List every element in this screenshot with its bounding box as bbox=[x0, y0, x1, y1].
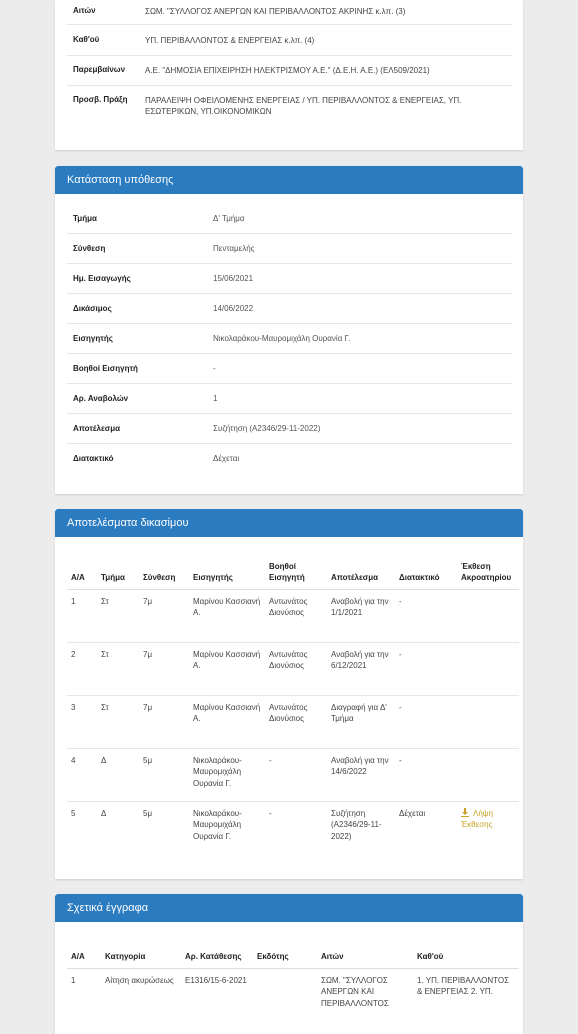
status-row bbox=[67, 414, 512, 444]
party-value: ΥΠ. ΠΕΡΙΒΑΛΛΟΝΤΟΣ & ΕΝΕΡΓΕΙΑΣ κ.λπ. (4) bbox=[145, 36, 315, 45]
status-value: Νικολαράκου-Μαυρομιχάλη Ουρανία Γ. bbox=[213, 334, 351, 343]
status-value: Δέχεται bbox=[213, 454, 240, 463]
cell-apotelesma: Συζήτηση (Α2346/29-11-2022) bbox=[331, 808, 382, 841]
cell-tmima: Δ bbox=[101, 755, 107, 765]
status-row bbox=[67, 264, 512, 294]
case-status-title: Κατάσταση υπόθεσης bbox=[55, 166, 523, 194]
cell-diataktiko: - bbox=[399, 755, 402, 765]
status-key: Βοηθοί Εισηγητή bbox=[73, 364, 138, 373]
col-synthesi: Σύνθεση bbox=[143, 572, 176, 582]
party-key: Προσβ. Πράξη bbox=[73, 95, 128, 104]
cell-apotelesma: Διαγραφή για Δ' Τμήμα bbox=[331, 702, 387, 723]
table-row bbox=[67, 589, 519, 642]
party-row-paremvainon bbox=[67, 56, 512, 86]
col-aiton: Αιτών bbox=[321, 951, 344, 961]
status-row bbox=[67, 324, 512, 354]
cell-apotelesma: Αναβολή για την 14/6/2022 bbox=[331, 755, 389, 776]
cell-tmima: Δ bbox=[101, 808, 107, 818]
status-row bbox=[67, 444, 512, 473]
download-report-label: Λήψη Έκθεσης bbox=[461, 808, 493, 829]
table-row bbox=[67, 968, 519, 1009]
status-key: Αρ. Αναβολών bbox=[73, 394, 129, 403]
hearing-results-table bbox=[67, 553, 519, 857]
status-value: - bbox=[213, 364, 216, 373]
cell-aiton: ΣΩΜ. "ΣΥΛΛΟΓΟΣ ΑΝΕΡΓΩΝ ΚΑΙ ΠΕΡΙΒΑΛΛΟΝΤΟΣ bbox=[321, 975, 389, 1008]
status-key: Δικάσιμος bbox=[73, 304, 112, 313]
cell-synthesi: 7μ bbox=[143, 649, 153, 659]
table-row bbox=[67, 642, 519, 695]
cell-aa: 3 bbox=[71, 702, 76, 712]
cell-aa: 5 bbox=[71, 808, 76, 818]
status-value: Πενταμελής bbox=[213, 244, 255, 253]
cell-voithoi: Αντωνάτος Διονύσιος bbox=[269, 702, 308, 723]
status-key: Διατακτικό bbox=[73, 454, 114, 463]
download-icon bbox=[461, 808, 469, 817]
cell-ekthesi bbox=[457, 748, 519, 801]
cell-aa: 1 bbox=[71, 596, 76, 606]
col-diataktiko: Διατακτικό bbox=[399, 572, 440, 582]
col-kathou: Καθ'ού bbox=[417, 951, 444, 961]
cell-ekthesi bbox=[457, 642, 519, 695]
cell-katigoria: Αίτηση ακυρώσεως bbox=[105, 975, 174, 985]
cell-diataktiko: - bbox=[399, 702, 402, 712]
status-value: 15/06/2021 bbox=[213, 274, 254, 283]
cell-voithoi: - bbox=[269, 808, 272, 818]
cell-apotelesma: Αναβολή για την 1/1/2021 bbox=[331, 596, 389, 617]
cell-eisigitis: Νικολαράκου-Μαυρομιχάλη Ουρανία Γ. bbox=[193, 755, 242, 788]
col-aa: Α/Α bbox=[71, 951, 85, 961]
case-status-card bbox=[55, 166, 523, 494]
related-documents-table bbox=[67, 936, 519, 1009]
col-aa: Α/Α bbox=[71, 572, 85, 582]
cell-ar-katathesis: Ε1316/15-6-2021 bbox=[185, 975, 247, 985]
cell-eisigitis: Μαρίνου Κασσιανή Α. bbox=[193, 702, 261, 723]
cell-eisigitis: Μαρίνου Κασσιανή Α. bbox=[193, 596, 261, 617]
col-ekdotis: Εκδότης bbox=[257, 951, 289, 961]
table-row bbox=[67, 748, 519, 801]
cell-voithoi: - bbox=[269, 755, 272, 765]
cell-ekdotis bbox=[253, 968, 317, 1009]
cell-synthesi: 5μ bbox=[143, 755, 153, 765]
cell-ekthesi bbox=[457, 801, 519, 857]
status-value: Δ' Τμήμα bbox=[213, 214, 245, 223]
cell-aa: 1 bbox=[71, 975, 76, 985]
col-ar-katathesis: Αρ. Κατάθεσης bbox=[185, 951, 242, 961]
cell-aa: 2 bbox=[71, 649, 76, 659]
cell-synthesi: 5μ bbox=[143, 808, 153, 818]
hearing-results-title: Αποτελέσματα δικασίμου bbox=[55, 509, 523, 537]
status-value: 1 bbox=[213, 394, 218, 403]
cell-voithoi: Αντωνάτος Διονύσιος bbox=[269, 649, 308, 670]
cell-ekthesi bbox=[457, 589, 519, 642]
party-row-prosv-praxi bbox=[67, 86, 512, 130]
status-row bbox=[67, 204, 512, 234]
cell-tmima: Στ bbox=[101, 702, 109, 712]
status-row bbox=[67, 384, 512, 414]
related-documents-card bbox=[55, 894, 523, 1034]
col-voithoi: Βοηθοί Εισηγητή bbox=[269, 561, 305, 582]
table-row bbox=[67, 801, 519, 857]
status-key: Αποτέλεσμα bbox=[73, 424, 121, 433]
status-row bbox=[67, 354, 512, 384]
col-katigoria: Κατηγορία bbox=[105, 951, 146, 961]
status-value: 14/06/2022 bbox=[213, 304, 254, 313]
cell-tmima: Στ bbox=[101, 596, 109, 606]
col-eisigitis: Εισηγητής bbox=[193, 572, 233, 582]
party-key: Αιτών bbox=[73, 6, 96, 15]
status-key: Εισηγητής bbox=[73, 334, 113, 343]
status-row bbox=[67, 294, 512, 324]
status-key: Σύνθεση bbox=[73, 244, 106, 253]
col-apotelesma: Αποτέλεσμα bbox=[331, 572, 379, 582]
cell-apotelesma: Αναβολή για την 6/12/2021 bbox=[331, 649, 389, 670]
party-key: Παρεμβαίνων bbox=[73, 65, 126, 74]
hearing-results-card bbox=[55, 509, 523, 879]
cell-synthesi: 7μ bbox=[143, 702, 153, 712]
cell-ekthesi bbox=[457, 695, 519, 748]
cell-diataktiko: Δέχεται bbox=[399, 808, 426, 818]
party-value: ΠΑΡΑΛΕΙΨΗ ΟΦΕΙΛΟΜΕΝΗΣ ΕΝΕΡΓΕΙΑΣ / ΥΠ. ΠΕΡΙΒΑΛΛΟΝΤΟΣ & ΕΝΕΡΓΕΙΑΣ, ΥΠ. ΕΣΩΤΕΡΙΚΩΝ, ΥΠ.ΟΙΚΟΝΟΜΙΚΩΝ bbox=[145, 96, 462, 116]
parties-card bbox=[55, 0, 523, 150]
cell-eisigitis: Νικολαράκου-Μαυρομιχάλη Ουρανία Γ. bbox=[193, 808, 242, 841]
download-report-link[interactable] bbox=[461, 809, 493, 830]
table-row bbox=[67, 695, 519, 748]
cell-diataktiko: - bbox=[399, 649, 402, 659]
cell-synthesi: 7μ bbox=[143, 596, 153, 606]
cell-tmima: Στ bbox=[101, 649, 109, 659]
cell-aa: 4 bbox=[71, 755, 76, 765]
party-value: ΣΩΜ. "ΣΥΛΛΟΓΟΣ ΑΝΕΡΓΩΝ ΚΑΙ ΠΕΡΙΒΑΛΛΟΝΤΟΣ ΑΚΡΙΝΗΣ κ.λπ. (3) bbox=[145, 7, 406, 16]
status-key: Τμήμα bbox=[73, 214, 97, 223]
related-documents-title: Σχετικά έγγραφα bbox=[55, 894, 523, 922]
cell-voithoi: Αντωνάτος Διονύσιος bbox=[269, 596, 308, 617]
party-value: Α.Ε. "ΔΗΜΟΣΙΑ ΕΠΙΧΕΙΡΗΣΗ ΗΛΕΚΤΡΙΣΜΟΥ Α.Ε." (Δ.Ε.Η. Α.Ε.) (ΕΛ509/2021) bbox=[145, 66, 430, 75]
cell-kathou: 1. ΥΠ. ΠΕΡΙΒΑΛΛΟΝΤΟΣ & ΕΝΕΡΓΕΙΑΣ 2. ΥΠ. bbox=[417, 975, 510, 996]
cell-diataktiko: - bbox=[399, 596, 402, 606]
col-ekthesi: Έκθεση Ακροατηρίου bbox=[461, 561, 512, 582]
status-row bbox=[67, 234, 512, 264]
status-value: Συζήτηση (Α2346/29-11-2022) bbox=[213, 424, 321, 433]
col-tmima: Τμήμα bbox=[101, 572, 125, 582]
party-row-kathou bbox=[67, 25, 512, 56]
status-key: Ημ. Εισαγωγής bbox=[73, 274, 131, 283]
party-row-aiton bbox=[67, 0, 512, 25]
cell-eisigitis: Μαρίνου Κασσιανή Α. bbox=[193, 649, 261, 670]
party-key: Καθ'ού bbox=[73, 35, 100, 44]
